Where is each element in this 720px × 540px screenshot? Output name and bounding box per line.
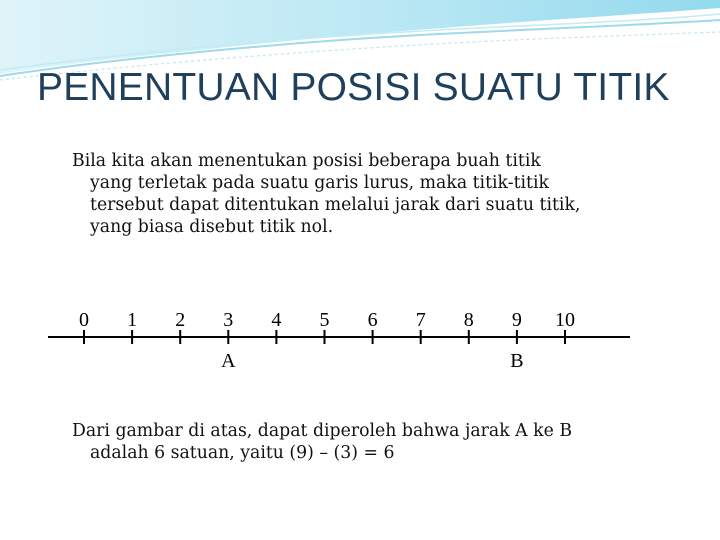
conclusion-line: adalah 6 satuan, yaitu (9) – (3) = 6 [90, 443, 395, 463]
intro-line: Bila kita akan menentukan posisi beberapa buah titik [72, 151, 541, 171]
point-label-b: B [510, 350, 524, 372]
tick-label: 9 [511, 309, 522, 331]
tick-label: 4 [271, 309, 282, 331]
intro-line: yang biasa disebut titik nol. [90, 217, 334, 237]
number-line-points [221, 350, 523, 372]
slide-title: PENENTUAN POSISI SUATU TITIK [37, 66, 670, 109]
tick-label: 7 [415, 309, 426, 331]
tick-label: 3 [223, 309, 234, 331]
point-label-a: A [221, 350, 236, 372]
number-line [0, 300, 720, 380]
tick-label: 6 [367, 309, 378, 331]
intro-paragraph [72, 150, 672, 238]
conclusion-line: Dari gambar di atas, dapat diperoleh bahwa jarak A ke B [72, 421, 573, 441]
number-line-ticks [79, 309, 575, 344]
tick-label: 8 [463, 309, 474, 331]
intro-line: tersebut dapat ditentukan melalui jarak dari suatu titik, [90, 195, 581, 215]
tick-label: 5 [319, 309, 330, 331]
tick-label: 10 [555, 309, 575, 331]
intro-line: yang terletak pada suatu garis lurus, maka titik-titik [90, 173, 549, 193]
tick-label: 0 [79, 309, 89, 331]
tick-label: 1 [127, 309, 138, 331]
conclusion-paragraph [72, 420, 672, 464]
tick-label: 2 [175, 309, 186, 331]
